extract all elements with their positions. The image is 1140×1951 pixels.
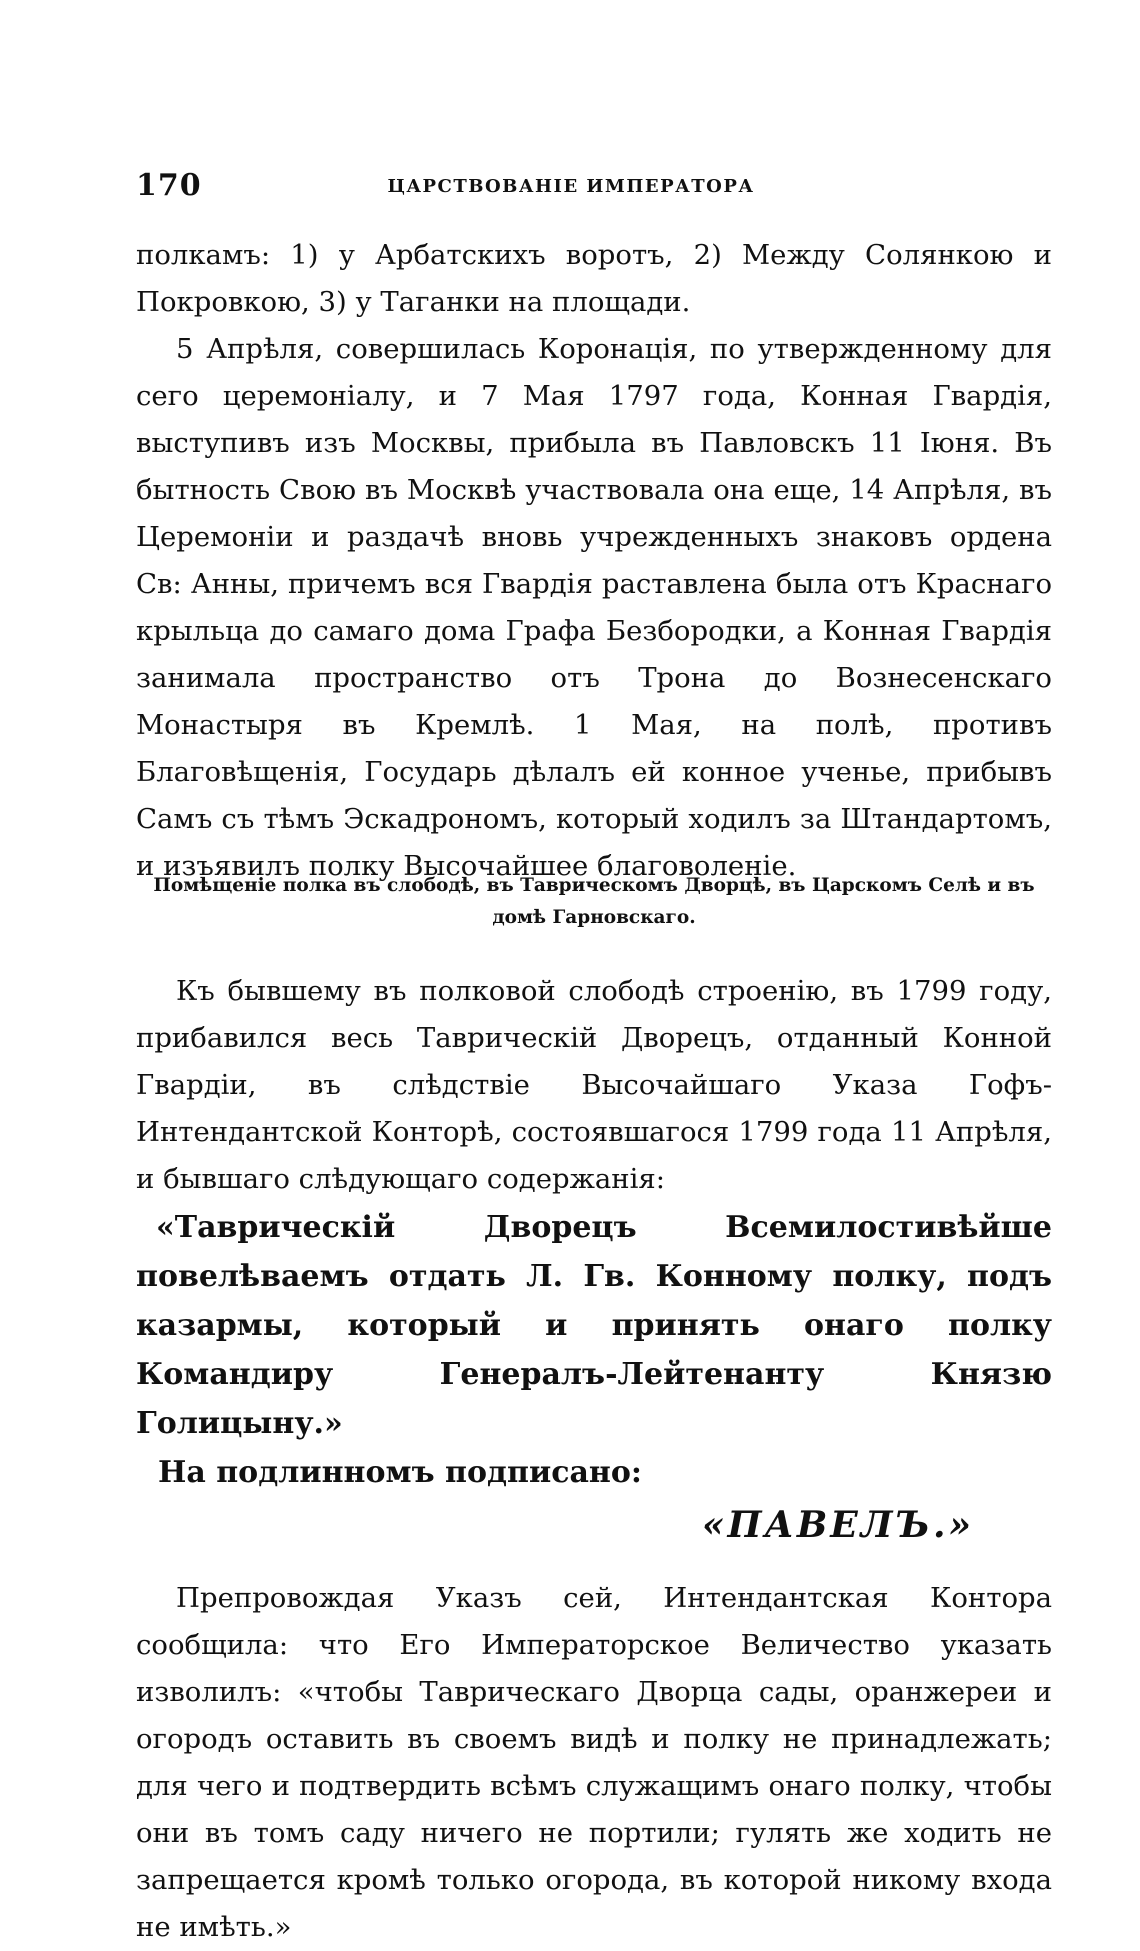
paragraph-tauride-palace: Къ бывшему въ полковой слободѣ строенію, въ 1799 году, прибавился весь Таврическій Дворецъ, отданный Конной Гвардіи, въ слѣдствіе Высочайшаго Указа Гофъ-Интендантской Конторѣ, состоявшагося 1799 года 11 Апрѣля, и бывшаго слѣдующаго содержанія:: [136, 975, 1052, 1195]
section-quartering: [136, 870, 1052, 934]
decree-quote: «Таврическій Дворецъ Всемилостивѣйше повелѣваемъ отдать Л. Гв. Конному полку, подъ казармы, который и принять онаго полку Командиру Генералъ-Лейтенанту Князю Голицыну.»: [136, 1210, 1052, 1441]
section-quartering-body: [136, 968, 1052, 1951]
paragraph-regiment-posts: полкамъ: 1) у Арбатскихъ воротъ, 2) Между Солянкою и Покровкою, 3) у Таганки на площади.: [136, 239, 1052, 318]
signed-label: На подлинномъ подписано:: [158, 1455, 642, 1490]
signature-pavel: «ПАВЕЛЪ.»: [701, 1504, 974, 1546]
paragraph-coronation: 5 Апрѣля, совершилась Коронація, по утвержденному для сего церемоніалу, и 7 Мая 1797 года, Конная Гвардія, выступивъ изъ Москвы, прибыла въ Павловскъ 11 Іюня. Въ бытность Свою въ Москвѣ участвовала она еще, 14 Апрѣля, въ Церемоніи и раздачѣ вновь учрежденныхъ знаковъ ордена Св: Анны, причемъ вся Гвардія раставлена была отъ Краснаго крыльца до самаго дома Графа Безбородки, а Конная Гвардія занимала пространство отъ Трона до Вознесенскаго Монастыря въ Кремлѣ. 1 Мая, на полѣ, противъ Благовѣщенія, Государь дѣлалъ ей конное ученье, прибывъ Самъ съ тѣмъ Эскадрономъ, который ходилъ за Штандартомъ, и изъявилъ полку Высочайшее благоволеніе.: [136, 333, 1052, 882]
section-coronation: [136, 232, 1052, 890]
running-head: ЦАРСТВОВАНІЕ ИМПЕРАТОРА: [387, 176, 755, 197]
paragraph-intendant-office: Препровождая Указъ сей, Интендантская Контора сообщила: что Его Императорское Величество указать изволилъ: «чтобы Таврическаго Дворца сады, оранжереи и огородъ оставить въ своемъ видѣ и полку не принадлежать; для чего и подтвердить всѣмъ служащимъ онаго полку, чтобы они въ томъ саду ничего не портили; гулять же ходить не запрещается кромѣ только огорода, въ которой никому входа не имѣть.»: [136, 1582, 1052, 1943]
section-heading: Помѣщеніе полка въ слободѣ, въ Таврическомъ Дворцѣ, въ Царскомъ Селѣ и въ домѣ Гарновскаго.: [153, 875, 1035, 928]
page-header: [136, 168, 1006, 208]
page-number: 170: [136, 168, 202, 203]
